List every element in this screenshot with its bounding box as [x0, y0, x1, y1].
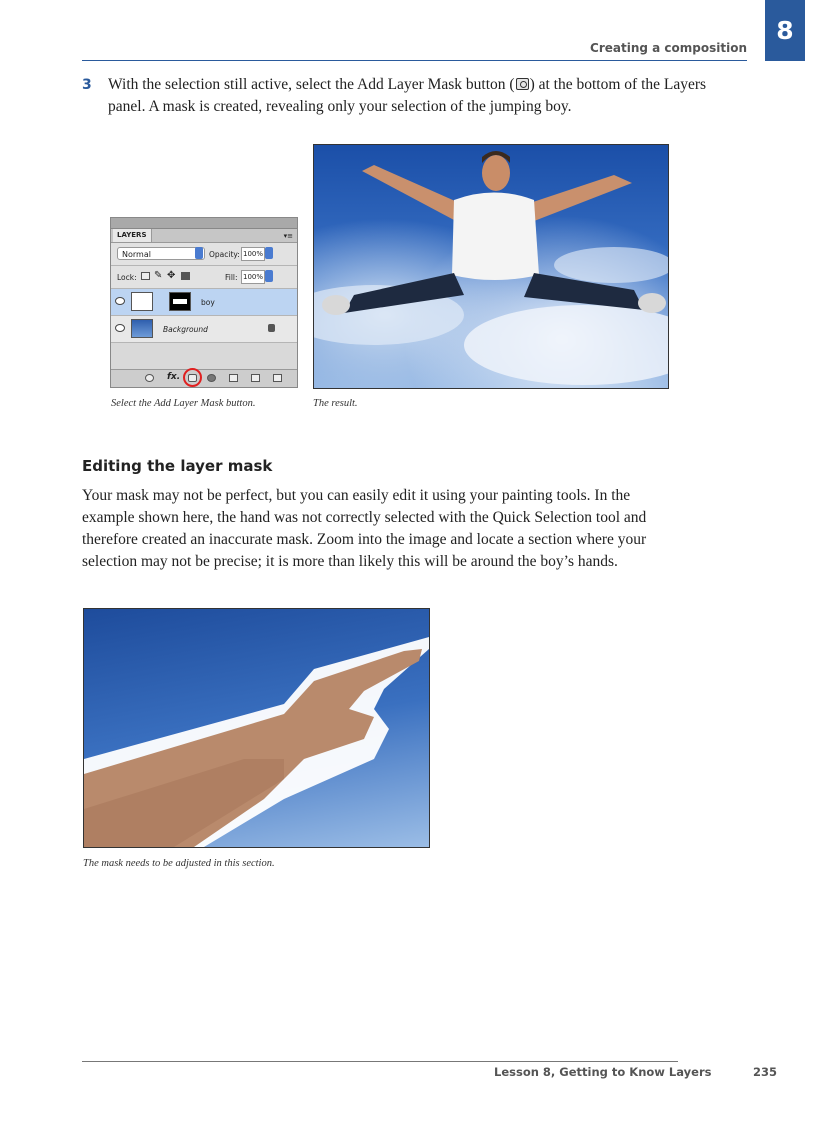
opacity-field[interactable]: 100% [241, 247, 265, 261]
result-caption: The result. [313, 398, 358, 409]
layer-row-boy[interactable] [111, 289, 297, 316]
panel-tab-row [111, 229, 297, 243]
trash-icon[interactable] [273, 374, 282, 382]
hand-photo [83, 608, 430, 848]
blend-mode-select[interactable]: Normal [117, 247, 205, 260]
section-body: Your mask may not be perfect, but you can easily edit it using your painting tools. In the example shown here, the hand was not correctly selected with the Quick Selection tool and therefore created an inaccurate mask. Zoom into the image and locate a section where your selection may not be precise; it is more than likely this will be around the boy’s hands. [82, 487, 647, 570]
running-header: Creating a composition [590, 41, 747, 55]
blend-stepper-icon[interactable] [195, 247, 203, 259]
fill-stepper-icon[interactable] [265, 270, 273, 282]
chapter-number-tab: 8 [765, 0, 805, 61]
lock-icon [268, 324, 275, 332]
opacity-stepper-icon[interactable] [265, 247, 273, 259]
lock-label: Lock: [117, 273, 137, 282]
lock-move-icon[interactable]: ✥ [167, 270, 176, 281]
layer-thumbnail [131, 292, 153, 311]
link-layers-icon[interactable] [145, 374, 154, 382]
layer-row-background[interactable] [111, 316, 297, 343]
visibility-eye-icon[interactable] [115, 297, 125, 305]
layers-panel [110, 217, 298, 388]
header-rule [82, 60, 747, 61]
fill-field[interactable]: 100% [241, 270, 265, 284]
layer-thumbnail [131, 319, 153, 338]
layer-name: boy [201, 298, 215, 307]
step-text [108, 74, 708, 118]
step-text-part-1: With the selection still active, select the Add Layer Mask button ( [108, 76, 515, 93]
page-number: 235 [753, 1065, 778, 1079]
fx-icon[interactable]: fx. [167, 372, 181, 382]
step-number: 3 [82, 77, 92, 93]
result-photo [313, 144, 669, 389]
mask-thumbnail[interactable] [169, 292, 191, 311]
panel-title-bar [111, 218, 297, 229]
lock-paint-icon[interactable]: ✎ [154, 270, 163, 281]
jumping-boy-illustration [314, 145, 668, 388]
highlight-circle [183, 368, 202, 387]
section-heading: Editing the layer mask [82, 457, 273, 475]
adjustment-layer-icon[interactable] [207, 374, 216, 382]
panel-bottom-bar [111, 369, 297, 387]
layer-name: Background [163, 325, 208, 334]
layers-tab[interactable]: LAYERS [113, 229, 152, 242]
lock-all-icon[interactable] [181, 272, 190, 280]
add-layer-mask-icon [516, 78, 529, 90]
panel-menu-icon[interactable]: ▾≡ [283, 232, 293, 240]
lock-transparent-icon[interactable] [141, 272, 150, 280]
hand-mask-illustration [84, 609, 429, 847]
visibility-eye-icon[interactable] [115, 324, 125, 332]
opacity-label: Opacity: [209, 250, 240, 259]
new-layer-icon[interactable] [251, 374, 260, 382]
hand-caption: The mask needs to be adjusted in this section. [83, 858, 275, 869]
fill-label: Fill: [225, 273, 238, 282]
new-group-icon[interactable] [229, 374, 238, 382]
step-text-part-2: ) at the bottom of the Layers panel. A mask is created, revealing only your selection of the jumping boy. [108, 76, 707, 115]
lock-row [111, 266, 297, 289]
footer-lesson-title: Lesson 8, Getting to Know Layers [494, 1065, 712, 1079]
blend-row [111, 243, 297, 266]
footer-rule [82, 1061, 678, 1062]
panel-caption: Select the Add Layer Mask button. [111, 398, 256, 409]
